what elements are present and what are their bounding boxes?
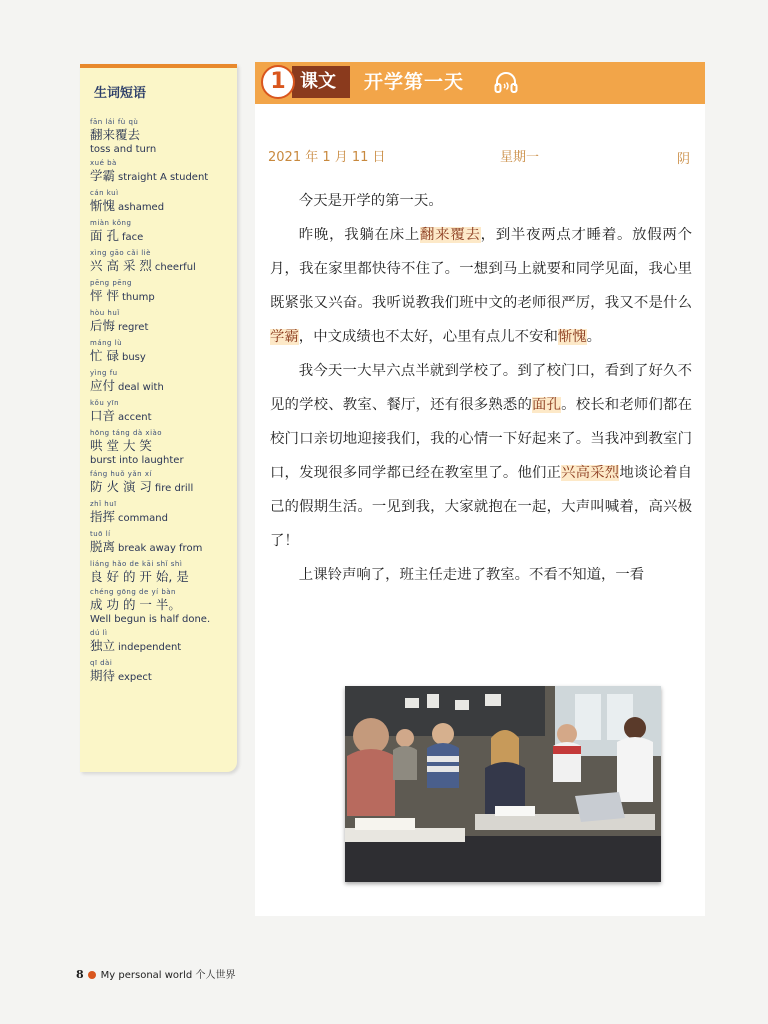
paragraph [270,558,692,592]
lesson-number: 1 [261,65,295,99]
vocab-hanzi [90,258,235,276]
vocab-english: Well begun is half done. [90,614,211,625]
vocab-entry [90,249,235,276]
vocab-pinyin: tuō lí [90,530,111,538]
diary-date: 2021 年 1 月 11 日 [268,150,386,165]
text-run: 上课铃声响了，班主任走进了教室。不看不知道，一看 [298,567,645,583]
vocab-hanzi-text: 指挥 [90,509,116,524]
book-title: My personal world [100,970,193,981]
vocab-highlight: 兴高采烈 [561,465,620,481]
vocab-entry [90,429,235,467]
vocab-entry [90,189,235,216]
vocab-english: accent [118,412,152,423]
vocab-entry [90,279,235,306]
page-number: 8 [76,968,84,981]
vocab-entry [90,629,235,656]
vocab-highlight: 惭愧 [557,329,587,345]
vocab-highlight: 翻来覆去 [420,227,481,243]
vocab-entry [90,500,235,527]
vocab-english: cheerful [154,262,196,273]
vocab-pinyin: hòu huǐ [90,309,120,317]
classroom-photo [345,686,661,882]
vocab-english: fire drill [154,483,194,494]
vocab-pinyin: cán kuì [90,189,119,197]
vocab-english: toss and turn [90,144,157,155]
vocab-entry [90,118,235,156]
vocab-english: ashamed [118,202,165,213]
vocab-hanzi-text: 哄 堂 大 笑 [90,438,152,453]
vocab-list [90,118,235,689]
vocab-hanzi [90,638,235,656]
vocab-hanzi-text: 良 好 的 开 始, 是 [90,569,189,584]
vocab-english: burst into laughter [90,455,184,466]
vocab-entry [90,369,235,396]
vocab-hanzi [90,438,235,454]
vocab-hanzi [90,509,235,527]
text-run: ，中文成绩也不太好，心里有点儿不安和 [298,329,558,345]
vocab-english: regret [118,322,149,333]
text-run: 。校长和老师们都在校门口亲切地迎接我们，我的心情一下好起来了。当我冲到教室门口，发现很多同学都已经在教室里了。他们正 [270,397,692,481]
vocab-entry [90,530,235,557]
vocab-hanzi [90,408,235,426]
vocab-hanzi-text: 兴 高 采 烈 [90,258,152,273]
vocab-hanzi-text: 防 火 演 习 [90,479,152,494]
paragraph [270,218,692,354]
vocab-hanzi [90,168,235,186]
vocab-highlight: 学霸 [270,329,299,345]
vocab-pinyin: liáng hǎo de kāi shǐ shì [90,560,183,568]
paragraph [270,354,692,558]
vocab-pinyin: kǒu yīn [90,399,120,407]
lesson-tab: 课文 [292,66,350,98]
vocab-pinyin: xìng gāo cǎi liè [90,249,151,257]
vocab-pinyin: dú lì [90,629,108,637]
vocab-hanzi-text: 独立 [90,638,116,653]
vocab-hanzi-text: 应付 [90,378,116,393]
vocab-hanzi [90,597,235,613]
vocab-english: busy [121,352,146,363]
vocab-english: break away from [118,543,203,554]
vocab-sidebar [80,64,237,772]
lesson-title: 开学第一天 [364,71,465,93]
vocab-pinyin: máng lù [90,339,123,347]
vocab-pinyin: miàn kǒng [90,219,132,227]
vocab-hanzi-text: 后悔 [90,318,116,333]
vocab-pinyin: yìng fu [90,369,118,377]
vocab-pinyin: fáng huǒ yǎn xí [90,470,152,478]
book-title-cn: 个人世界 [195,970,236,981]
vocab-english: expect [118,672,152,683]
vocab-hanzi [90,288,235,306]
vocab-hanzi [90,479,235,497]
vocab-hanzi-text: 学霸 [90,168,116,183]
text-run: ，到半夜两点才睡着。放假两个月，我在家里都快待不住了。一想到马上就要和同学见面，我心里既紧张又兴奋。我听说教我们班中文的老师很严厉，我又不是什么 [270,227,692,311]
vocab-pinyin: hōng táng dà xiào [90,429,163,437]
vocab-entry [90,309,235,336]
vocab-english: independent [118,642,182,653]
vocab-hanzi [90,198,235,216]
vocab-hanzi-text: 成 功 的 一 半。 [90,597,181,612]
vocab-hanzi-text: 口音 [90,408,116,423]
vocab-hanzi-text: 期待 [90,668,116,683]
vocab-pinyin: pēng pēng [90,279,132,287]
text-run: 我今天一大早六点半就到学校了。到了校门口，看到了好久不见的学校、教室、餐厅，还有很多熟悉的 [270,363,692,413]
vocab-entry [90,159,235,186]
paragraph [270,184,692,218]
vocab-hanzi [90,668,235,686]
vocab-entry [90,588,235,626]
page-footer [76,966,235,981]
vocab-english: thump [121,292,155,303]
vocab-pinyin: qī dài [90,659,113,667]
text-run: 地谈论着自己的假期生活。一见到我，大家就抱在一起，大声叫喊着，高兴极了！ [270,465,692,549]
vocab-english: command [118,513,168,524]
vocab-hanzi-text: 脱离 [90,539,116,554]
vocab-english: face [121,232,144,243]
vocab-hanzi [90,127,235,143]
vocab-hanzi [90,569,235,585]
vocab-pinyin: fān lái fù qù [90,118,139,126]
vocab-hanzi-text: 惭愧 [90,198,116,213]
vocab-hanzi [90,539,235,557]
vocab-entry [90,399,235,426]
diary-weather: 阴 [677,152,691,167]
vocab-pinyin: zhǐ huī [90,500,117,508]
vocab-hanzi [90,228,235,246]
vocab-hanzi-text: 忙 碌 [90,348,119,363]
headphones-icon[interactable] [493,70,519,96]
vocab-entry [90,219,235,246]
vocab-hanzi-text: 翻来覆去 [90,127,141,142]
text-run: 。 [586,329,602,345]
vocab-entry [90,339,235,366]
vocab-entry [90,470,235,497]
vocab-entry [90,560,235,585]
vocab-hanzi [90,378,235,396]
vocab-highlight: 面孔 [532,397,562,413]
bullet-dot-icon [88,971,96,979]
text-run: 今天是开学的第一天。 [298,193,443,209]
diary-weekday: 星期一 [500,150,540,165]
vocab-pinyin: chéng gōng de yí bàn [90,588,176,596]
vocab-title: 生词短语 [94,86,147,101]
vocab-hanzi [90,318,235,336]
lesson-body-text [270,184,692,592]
vocab-english: straight A student [118,172,209,183]
text-run: 昨晚，我躺在床上 [298,227,421,243]
vocab-hanzi [90,348,235,366]
vocab-hanzi-text: 怦 怦 [90,288,119,303]
vocab-entry [90,659,235,686]
vocab-pinyin: xué bà [90,159,117,167]
vocab-hanzi-text: 面 孔 [90,228,119,243]
vocab-english: deal with [118,382,164,393]
